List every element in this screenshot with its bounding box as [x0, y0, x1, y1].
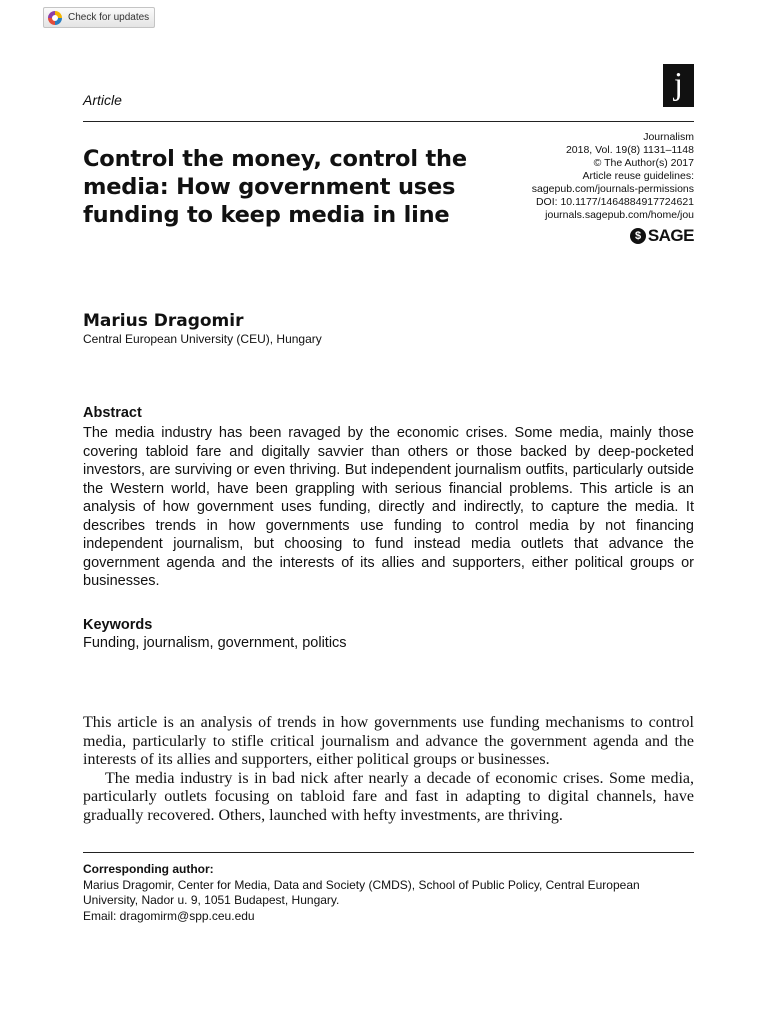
corresponding-author-email[interactable]: Email: dragomirm@spp.ceu.edu [83, 908, 255, 923]
doi-link[interactable]: DOI: 10.1177/1464884917724621 [535, 196, 694, 208]
reuse-label: Article reuse guidelines: [582, 170, 694, 182]
author-name: Marius Dragomir [83, 311, 244, 331]
body-paragraph: This article is an analysis of trends in how governments use funding mechanisms to control media, particularly to stifle critical journalism and advance the government agenda and the interests of its allies and supporters, either political groups or businesses. [83, 714, 694, 768]
publisher-logo [630, 226, 694, 246]
footnote-rule [83, 852, 694, 853]
section-label: Article [83, 92, 122, 108]
check-for-updates-label: Check for updates [68, 12, 150, 23]
abstract-text: The media industry has been ravaged by the economic crises. Some media, mainly those covering tabloid fare and digitally savvier than others or those backed by deep-pocketed investors, are surviving or even thriving. But independent journalism outfits, particularly outside the Western world, have been grappling with serious financial problems. This article is an analysis of how government uses funding, directly and indirectly, to capture the media. It describes trends in how governments use funding to control media by not financing independent journalism, but choosing to fund instead media outlets that advance the government agenda and the interests of its allies and supporters, either political groups or businesses. [83, 425, 694, 589]
corresponding-author-address: Marius Dragomir, Center for Media, Data and Society (CMDS), School of Public Policy, Central European University, Nador u. 9, 1051 Budapest, Hungary. [83, 877, 640, 907]
journal-name: Journalism [643, 131, 694, 143]
sage-s-icon: $ [630, 228, 646, 244]
header-rule [83, 121, 694, 122]
keywords-text: Funding, journalism, government, politics [83, 635, 347, 651]
abstract-heading: Abstract [83, 405, 142, 421]
permissions-link[interactable]: sagepub.com/journals-permissions [531, 183, 694, 195]
keywords-heading: Keywords [83, 617, 153, 633]
article-title: Control the money, control the media: How government uses funding to keep media in line [83, 146, 467, 228]
journal-meta [532, 131, 694, 222]
corresponding-author-heading: Corresponding author: [83, 862, 214, 876]
corresponding-author [83, 862, 694, 924]
crossmark-icon [48, 11, 62, 25]
article-body [83, 714, 694, 825]
journal-url-link[interactable]: journals.sagepub.com/home/jou [545, 209, 694, 221]
journal-logo: j [663, 64, 694, 107]
author-affiliation: Central European University (CEU), Hungary [83, 332, 322, 346]
check-for-updates-button[interactable] [43, 7, 155, 28]
body-paragraph: The media industry is in bad nick after nearly a decade of economic crises. Some media, particularly outlets focusing on tabloid fare and fast in adapting to digital channels, have gradually recovered. Others, launched with hefty investments, are thriving. [83, 769, 694, 824]
publisher-name: SAGE [647, 226, 694, 245]
citation: 2018, Vol. 19(8) 1131–1148 [565, 144, 694, 156]
copyright: © The Author(s) 2017 [593, 157, 694, 169]
